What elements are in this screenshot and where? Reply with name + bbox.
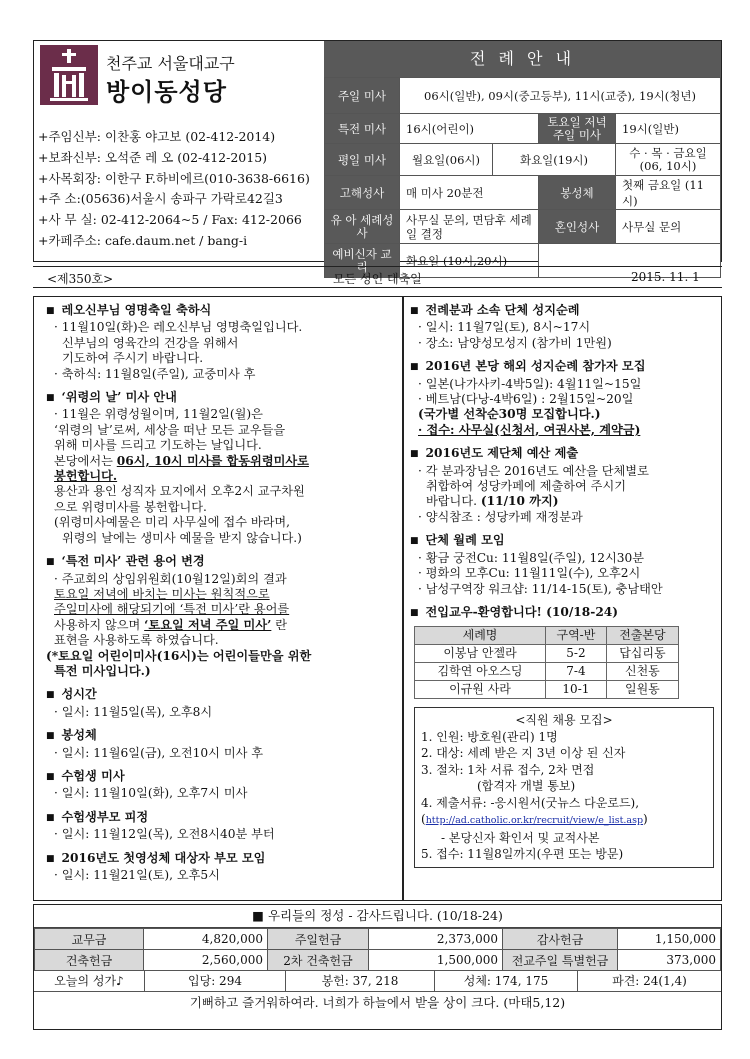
recruit-text: ( — [421, 812, 426, 827]
notice-title: ■ 2016년 본당 해외 성지순례 참가자 모집 — [410, 359, 716, 376]
offering-label: 전교주일 특별헌금 — [503, 950, 618, 971]
bulletin — [33, 40, 722, 1030]
notice-title: ■ 전례분과 소속 단체 성지순례 — [410, 303, 716, 320]
right-column — [410, 303, 716, 868]
catechesis-label: 예비신자 교 리 — [325, 244, 400, 278]
notice-line: 토요일 저녁에 바치는 미사는 원칙적으로 — [54, 586, 270, 601]
notice-line: · 11월은 위령성월이며, 11월2일(월)은 — [54, 407, 263, 422]
confession-label: 고해성사 — [325, 176, 400, 210]
notice-section — [46, 554, 402, 679]
issue-date: 2015. 11. 1 — [631, 270, 700, 284]
worship-title: 전 례 안 내 — [324, 41, 721, 77]
notice-emphasis: · 접수: 사무실(신청서, 여권사본, 계약금) — [418, 422, 641, 437]
notice-section — [46, 687, 402, 720]
notice-title: ■ 수험생부모 피정 — [46, 810, 402, 827]
notice-line: · 양식참조 : 성당카페 재정분과 — [418, 509, 583, 524]
weekday-monday: 월요일(06시) — [400, 144, 493, 176]
offering-label: 교무금 — [35, 929, 144, 950]
notice-section — [46, 728, 402, 761]
notice-line: 위해 미사를 드리고 기도하는 날입니다. — [54, 438, 262, 453]
recruit-line — [421, 811, 707, 830]
notice-line: · 각 분과장님은 2016년도 예산을 단체별로 — [418, 463, 649, 478]
staff-line: +주임신부: 이찬홍 야고보 (02-412-2014) — [38, 129, 276, 144]
parish-logo — [40, 45, 98, 105]
notice-line: 주일미사에 해당되기에 ‘특전 미사’란 용어를 — [54, 602, 290, 617]
special-times: 16시(어린이) — [400, 114, 539, 144]
notice-emphasis: ‘토요일 저녁 주일 미사’ — [144, 617, 272, 632]
worship-guide — [324, 41, 721, 274]
notice-line: · 일시: 11월10일(화), 오후7시 미사 — [54, 786, 248, 801]
notice-line: 으로 위령미사를 봉헌합니다. — [54, 499, 207, 514]
notice-section — [410, 303, 716, 351]
notice-title: ■ 레오신부님 영명축일 축하식 — [46, 303, 402, 320]
notice-line — [410, 494, 716, 509]
weekday-label: 평일 미사 — [325, 144, 400, 176]
notice-section — [46, 303, 402, 382]
marriage-value: 사무실 문의 — [616, 210, 721, 244]
offering-label: 건축헌금 — [35, 950, 144, 971]
notice-section — [410, 533, 716, 597]
notice-title: ■ 성시간 — [46, 687, 402, 704]
recruit-line: 3. 절차: 1차 서류 접수, 2차 면접 — [421, 762, 595, 777]
notice-title: ■ 2016년도 첫영성체 대상자 부모 모임 — [46, 851, 402, 868]
notice-section — [410, 359, 716, 438]
table-cell: 답십리동 — [606, 645, 678, 663]
notice-title: ■ ‘특전 미사’ 관련 용어 변경 — [46, 554, 402, 571]
left-column — [46, 303, 402, 891]
staff-line: +카페주소: cafe.daum.net / bang-i — [38, 232, 248, 248]
notice-line: ‘위령의 날’로써, 세상을 떠난 모든 교우들을 — [54, 422, 286, 437]
notice-text: 사용하지 않으며 — [54, 617, 145, 632]
hymn-communion: 성체: 174, 175 — [435, 971, 578, 991]
offering-amount: 1,150,000 — [618, 929, 721, 950]
notice-emphasis: (11/10 까지) — [480, 494, 559, 509]
table-cell: 이규원 사라 — [415, 681, 546, 699]
catechesis-value: 화요일 (10시,20시) — [400, 244, 539, 278]
offering-label: 감사헌금 — [503, 929, 618, 950]
offering-amount: 2,373,000 — [369, 929, 503, 950]
notice-section — [410, 446, 716, 525]
issue-bar — [33, 266, 722, 288]
notice-title: ■ 봉성체 — [46, 728, 402, 745]
recruit-line: 2. 대상: 세례 받은 지 3년 이상 된 신자 — [421, 746, 626, 761]
offering-table — [34, 928, 721, 971]
recruit-line: 4. 제출서류: -응시원서(굿뉴스 다운로드), — [421, 795, 640, 810]
hymns-label: 오늘의 성가♪ — [34, 971, 145, 991]
notice-text: 란 — [275, 617, 288, 632]
recruit-title: <직원 채용 모집> — [515, 713, 613, 728]
notice-line: · 축하식: 11월8일(주일), 교중미사 후 — [54, 366, 256, 381]
notice-emphasis: (국가별 선착순30명 모집합니다.) — [418, 407, 601, 422]
notice-section — [410, 605, 716, 699]
hymn-offertory: 봉헌: 37, 218 — [286, 971, 435, 991]
issue-number: <제350호> — [47, 272, 114, 286]
notice-line — [46, 618, 402, 633]
offering-label: 2차 건축헌금 — [268, 950, 369, 971]
offering-title: ■ 우리들의 정성 - 감사드립니다. (10/18-24) — [34, 905, 721, 928]
notice-line: · 일본(나가사키-4박5일): 4월11일~15일 — [418, 376, 642, 391]
saturday-times: 19시(일반) — [616, 114, 721, 144]
notice-line: · 일시: 11월7일(토), 8시~17시 — [418, 320, 591, 335]
weekday-tuesday: 화요일(19시) — [493, 144, 616, 176]
diocese-name: 천주교 서울대교구 — [106, 54, 235, 73]
sunday-label: 주일 미사 — [325, 78, 400, 114]
notice-line: 취합하여 성당카페에 제출하여 주시기 — [426, 479, 626, 494]
staff-line: +주 소:(05636)서울시 송파구 가락로42길3 — [38, 191, 283, 207]
notice-title: ■ 단체 월례 모임 — [410, 533, 716, 550]
notice-line: · 일시: 11월21일(토), 오후5시 — [54, 868, 220, 882]
notices — [33, 296, 722, 901]
table-header-row — [415, 627, 679, 645]
notice-line: · 일시: 11월12일(목), 오전8시40분 부터 — [54, 827, 275, 842]
marriage-label: 혼인성사 — [539, 210, 616, 244]
table-cell: 일원동 — [606, 681, 678, 699]
saturday-label: 토요일 저녁 주일 미사 — [539, 114, 616, 144]
parish-info — [34, 41, 322, 260]
notice-line: 용산과 용인 성직자 묘지에서 오후2시 교구차원 — [54, 484, 305, 499]
notice-section — [46, 390, 402, 546]
notice-line: · 남성구역장 워크샵: 11/14-15(토), 충남태안 — [418, 581, 663, 596]
notice-emphasis: 06시, 10시 미사를 합동위령미사로 — [116, 453, 309, 468]
newcomers-table — [414, 626, 679, 699]
recruit-link[interactable]: http://ad.catholic.or.kr/recruit/view/e_list.asp — [425, 815, 644, 827]
offering-amount: 4,820,000 — [144, 929, 268, 950]
column-header: 세례명 — [415, 627, 546, 645]
bible-verse: 기뻐하고 즐거워하여라. 너희가 하늘에서 받을 상이 크다. (마태5,12) — [189, 995, 566, 1010]
notice-line: · 평화의 모후Cu: 11월11일(수), 오후2시 — [418, 566, 641, 581]
hymn-recessional: 파견: 24(1,4) — [612, 974, 687, 988]
notice-line: · 11월10일(화)은 레오신부님 영명축일입니다. — [54, 320, 303, 335]
parish-name: 방이동성당 — [106, 77, 227, 106]
offering-amount: 373,000 — [618, 950, 721, 971]
offering-amount: 2,560,000 — [144, 950, 268, 971]
notice-text: 본당에서는 — [54, 453, 117, 468]
recruit-box — [414, 707, 714, 868]
header — [33, 40, 722, 274]
table-row — [415, 663, 679, 681]
table-cell: 5-2 — [546, 645, 607, 663]
notice-line — [46, 454, 402, 469]
notice-line: 신부님의 영육간의 건강을 위해서 — [62, 335, 239, 350]
staff-line: +사목회장: 이한구 F.하비에르(010-3638-6616) — [38, 170, 310, 186]
column-header: 전출본당 — [606, 627, 678, 645]
confession-value: 매 미사 20분전 — [400, 176, 539, 210]
notice-line: · 황금 궁전Cu: 11월8일(주일), 12시30분 — [418, 550, 645, 565]
notice-section — [46, 851, 402, 884]
notice-line: (위령미사예물은 미리 사무실에 접수 바라며, — [54, 515, 291, 530]
adoration-value: 첫째 금요일 (11시) — [616, 176, 721, 210]
infant-baptism-label: 유 아 세례성사 — [325, 210, 400, 244]
notice-title: ■ 전입교우-환영합니다! (10/18-24) — [410, 605, 716, 622]
notice-text: 바랍니다. — [426, 494, 481, 509]
notice-line: · 일시: 11월5일(목), 오후8시 — [54, 704, 213, 719]
staff-list — [38, 127, 310, 252]
notice-line: 위령의 날에는 생미사 예물을 받지 않습니다.) — [62, 530, 302, 545]
notice-title: ■ ‘위령의 날’ 미사 안내 — [46, 390, 402, 407]
table-cell: 7-4 — [546, 663, 607, 681]
weekday-wed-fri: 수 · 목 · 금요일 (06, 10시) — [616, 144, 721, 176]
offering-amount: 1,500,000 — [369, 950, 503, 971]
notice-line: · 장소: 남양성모성지 (참가비 1만원) — [418, 335, 612, 350]
table-cell: 김학연 아오스딩 — [415, 663, 546, 681]
notice-line: · 베트남(다낭-4박6일) : 2월15일~20일 — [418, 392, 634, 407]
infant-baptism-value: 사무실 문의, 면담후 세례일 결정 — [400, 210, 539, 244]
notice-line: 표현을 사용하도록 하였습니다. — [54, 633, 219, 648]
notice-emphasis: 봉헌합니다. — [54, 469, 118, 484]
special-label: 특전 미사 — [325, 114, 400, 144]
notice-section — [46, 810, 402, 843]
table-row — [35, 950, 721, 971]
notice-title: ■ 2016년도 제단체 예산 제출 — [410, 446, 716, 463]
staff-line: +사 무 실: 02-412-2064~5 / Fax: 412-2066 — [38, 212, 302, 228]
sunday-times: 06시(일반), 09시(중고등부), 11시(교중), 19시(청년) — [400, 78, 721, 114]
offering-label: 주일헌금 — [268, 929, 369, 950]
recruit-line: - 본당신자 확인서 및 교적사본 — [441, 830, 600, 845]
recruit-line: (합격자 개별 통보) — [477, 779, 576, 794]
table-cell: 신천동 — [606, 663, 678, 681]
notice-line: · 주교회의 상임위원회(10월12일)회의 결과 — [54, 571, 287, 586]
adoration-label: 봉성체 — [539, 176, 616, 210]
notice-emphasis: 특전 미사입니다.) — [54, 663, 151, 678]
table-cell: 이봉남 안젤라 — [415, 645, 546, 663]
notice-line: · 일시: 11월6일(금), 오전10시 미사 후 — [54, 745, 264, 760]
recruit-text: ) — [643, 812, 648, 827]
table-row — [415, 681, 679, 699]
recruit-line: 1. 인원: 방호원(관리) 1명 — [421, 729, 558, 744]
worship-table — [324, 77, 721, 278]
notice-line: 기도하여 주시기 바랍니다. — [62, 351, 204, 366]
table-row — [415, 645, 679, 663]
table-cell: 10-1 — [546, 681, 607, 699]
column-header: 구역-반 — [546, 627, 607, 645]
notice-section — [46, 769, 402, 802]
notice-title: ■ 수험생 미사 — [46, 769, 402, 786]
hymns-row — [34, 971, 721, 992]
notice-emphasis: (*토요일 어린이미사(16시)는 어린이들만을 위한 — [46, 648, 312, 663]
table-row — [35, 929, 721, 950]
feast-name: 모든 성인 대축일 — [333, 272, 422, 286]
offering-section — [33, 904, 722, 1030]
hymn-entrance: 입당: 294 — [145, 971, 286, 991]
recruit-line: 5. 접수: 11월8일까지(우편 또는 방문) — [421, 847, 624, 862]
church-logo-icon — [40, 45, 98, 105]
staff-line: +보좌신부: 오석준 레 오 (02-412-2015) — [38, 149, 268, 165]
